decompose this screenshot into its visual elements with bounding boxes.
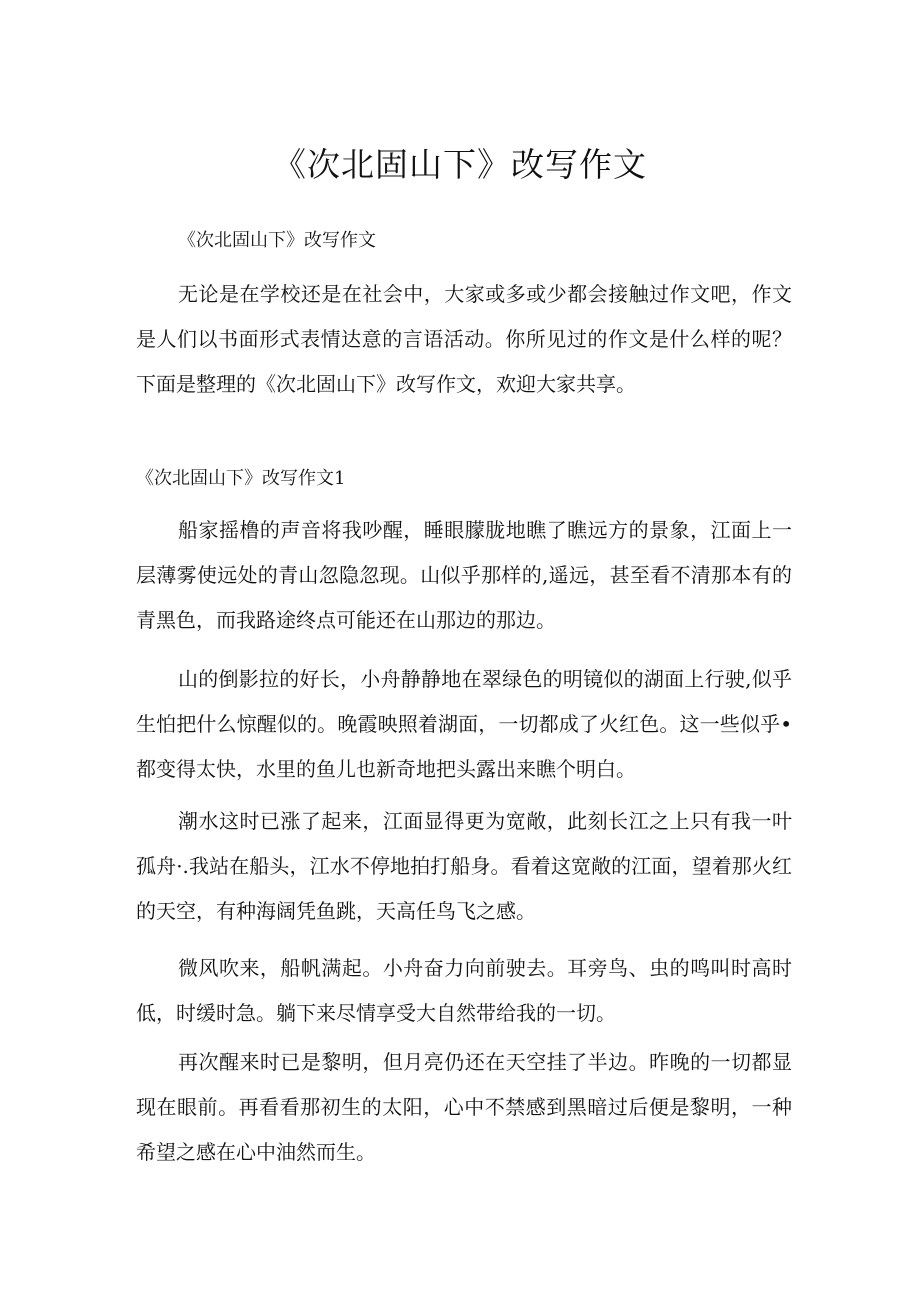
intro-paragraph: 无论是在学校还是在社会中，大家或多或少都会接触过作文吧，作文是人们以书面形式表情达意的言语活动。你所见过的作文是什么样的呢？下面是整理的《次北固山下》改写作文，欢迎大家共享。	[136, 282, 792, 396]
body-paragraph-5: 再次醒来时已是黎明，但月亮仍还在天空挂了半边。昨晚的一切都显现在眼前。再看看那初生的太阳，心中不禁感到黑暗过后便是黎明，一种希望之感在心中油然而生。	[136, 1050, 792, 1164]
body-paragraph-3: 潮水这时已涨了起来，江面显得更为宽敞，此刻长江之上只有我一叶孤舟·.我站在船头，江水不停地拍打船身。看着这宽敞的江面，望着那火红的天空，有种海阔凭鱼跳，天高任鸟飞之感。	[136, 809, 792, 923]
body-paragraph-4: 微风吹来，船帆满起。小舟奋力向前驶去。耳旁鸟、虫的鸣叫时高时低，时缓时急。躺下来尽情享受大自然带给我的一切。	[136, 956, 792, 1025]
document-subtitle: 《次北固山下》改写作文	[178, 230, 376, 251]
body-paragraph-1: 船家摇橹的声音将我吵醒，睡眼朦胧地瞧了瞧远方的景象，江面上一层薄雾使远处的青山忽隐忽现。山似乎那样的,遥远，甚至看不清那本有的青黑色，而我路途终点可能还在山那边的那边。	[136, 518, 792, 632]
document-title: 《次北固山下》改写作文	[273, 145, 647, 184]
section-heading: 《次北固山下》改写作文1	[136, 468, 346, 489]
body-paragraph-2: 山的倒影拉的好长，小舟静静地在翠绿色的明镜似的湖面上行驶,似乎生怕把什么惊醒似的。晚霞映照着湖面，一切都成了火红色。这一些似乎•都变得太快，水里的鱼儿也新奇地把头露出来瞧个明白。	[136, 667, 792, 781]
